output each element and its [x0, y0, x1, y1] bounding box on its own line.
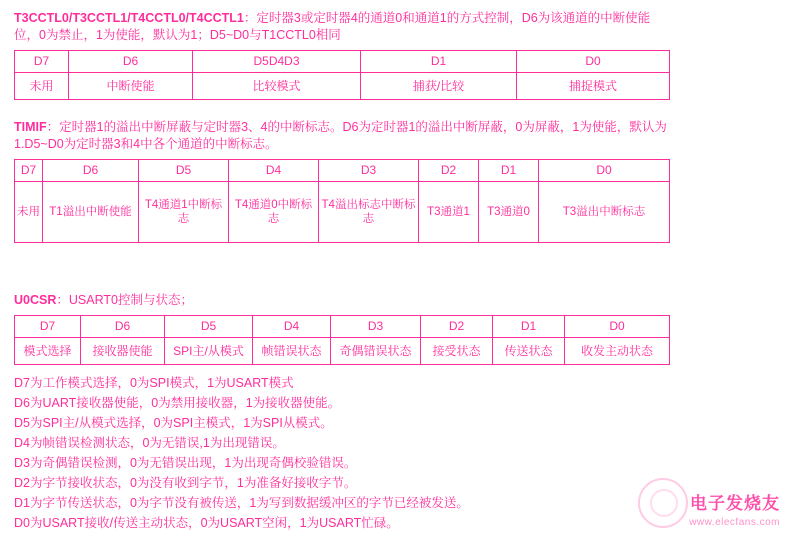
table-row [15, 73, 670, 100]
table-cell: 传送状态 [493, 338, 565, 365]
table-cell: D4 [229, 160, 319, 182]
section-t3cctl-term: T3CCTL0/T3CCTL1/T4CCTL0/T4CCTL1 [14, 11, 244, 25]
section-timif-text: ：定时器1的溢出中断屏蔽与定时器3、4的中断标志。D6为定时器1的溢出中断屏蔽，0为屏蔽，1为使能，默认为1.D5~D0为定时器3和4中各个通道的中断标志。 [14, 120, 667, 151]
table-cell: D0 [539, 160, 670, 182]
table-cell: 接受状态 [421, 338, 493, 365]
section-t3cctl-text: ：定时器3或定时器4的通道0和通道1的方式控制，D6为该通道的中断使能位，0为禁止，1为使能，默认为1；D5~D0与T1CCTL0相同 [14, 11, 651, 42]
table-cell: 比较模式 [193, 73, 361, 100]
section-u0csr [14, 292, 669, 533]
section-timif-term: TIMIF [14, 120, 47, 134]
table-cell: D7 [15, 51, 69, 73]
table-cell: 捕获/比较 [361, 73, 517, 100]
table-cell: 帧错误状态 [253, 338, 331, 365]
watermark-subtitle: www.elecfans.com [689, 517, 780, 528]
table-cell: 接收器使能 [81, 338, 165, 365]
table-row [15, 338, 670, 365]
section-u0csr-term: U0CSR [14, 293, 57, 307]
description-line: D2为字节接收状态，0为没有收到字节，1为准备好接收字节。 [14, 476, 357, 490]
table-cell: D6 [69, 51, 193, 73]
description-line: D6为UART接收器使能，0为禁用接收器，1为接收器使能。 [14, 396, 341, 410]
section-timif-paragraph [14, 119, 669, 153]
table-cell: T4通道1中断标志 [139, 182, 229, 243]
table-cell: D7 [15, 316, 81, 338]
table-cell: D0 [517, 51, 670, 73]
table-cell: T3溢出中断标志 [539, 182, 670, 243]
watermark-logo-icon [638, 478, 688, 528]
table-cell: 未用 [15, 73, 69, 100]
table-row [15, 51, 670, 73]
u0csr-bit-descriptions [14, 373, 669, 533]
table-cell: D3 [331, 316, 421, 338]
section-t3cctl [14, 10, 669, 100]
table-cell: SPI主/从模式 [165, 338, 253, 365]
timif-bit-table [14, 159, 670, 243]
table-cell: 未用 [15, 182, 43, 243]
table-cell: D6 [43, 160, 139, 182]
description-line: D3为奇偶错误检测，0为无错误出现，1为出现奇偶校验错误。 [14, 456, 357, 470]
section-timif [14, 119, 669, 243]
table-cell: D4 [253, 316, 331, 338]
table-cell: 捕捉模式 [517, 73, 670, 100]
table-row [15, 160, 670, 182]
watermark [634, 478, 784, 530]
t3cctl-bit-table [14, 50, 670, 100]
table-cell: D0 [565, 316, 670, 338]
description-line: D1为字节传送状态，0为字节没有被传送，1为写到数据缓冲区的字节已经被发送。 [14, 496, 469, 510]
table-cell: D1 [493, 316, 565, 338]
table-cell: D6 [81, 316, 165, 338]
section-u0csr-text: ：USART0控制与状态； [56, 293, 193, 307]
table-cell: 中断使能 [69, 73, 193, 100]
table-cell: D2 [421, 316, 493, 338]
table-cell: D5 [139, 160, 229, 182]
table-cell: D5 [165, 316, 253, 338]
u0csr-bit-table [14, 315, 670, 365]
table-cell: 奇偶错误状态 [331, 338, 421, 365]
watermark-title: 电子发烧友 [690, 494, 780, 513]
description-line: D0为USART接收/传送主动状态，0为USART空闲，1为USART忙碌。 [14, 516, 399, 530]
table-cell: T3通道0 [479, 182, 539, 243]
table-cell: D1 [479, 160, 539, 182]
table-cell: T4通道0中断标志 [229, 182, 319, 243]
table-cell: D1 [361, 51, 517, 73]
description-line: D5为SPI主/从模式选择，0为SPI主模式，1为SPI从模式。 [14, 416, 333, 430]
section-u0csr-paragraph [14, 292, 669, 309]
section-t3cctl-paragraph [14, 10, 669, 44]
table-cell: D2 [419, 160, 479, 182]
table-cell: D3 [319, 160, 419, 182]
table-cell: 收发主动状态 [565, 338, 670, 365]
table-cell: 模式选择 [15, 338, 81, 365]
table-row [15, 316, 670, 338]
table-cell: T4溢出标志中断标志 [319, 182, 419, 243]
description-line: D4为帧错误检测状态，0为无错误,1为出现错误。 [14, 436, 285, 450]
table-cell: T3通道1 [419, 182, 479, 243]
table-row [15, 182, 670, 243]
table-cell: D7 [15, 160, 43, 182]
table-cell: D5D4D3 [193, 51, 361, 73]
table-cell: T1溢出中断使能 [43, 182, 139, 243]
description-line: D7为工作模式选择，0为SPI模式，1为USART模式 [14, 376, 294, 390]
